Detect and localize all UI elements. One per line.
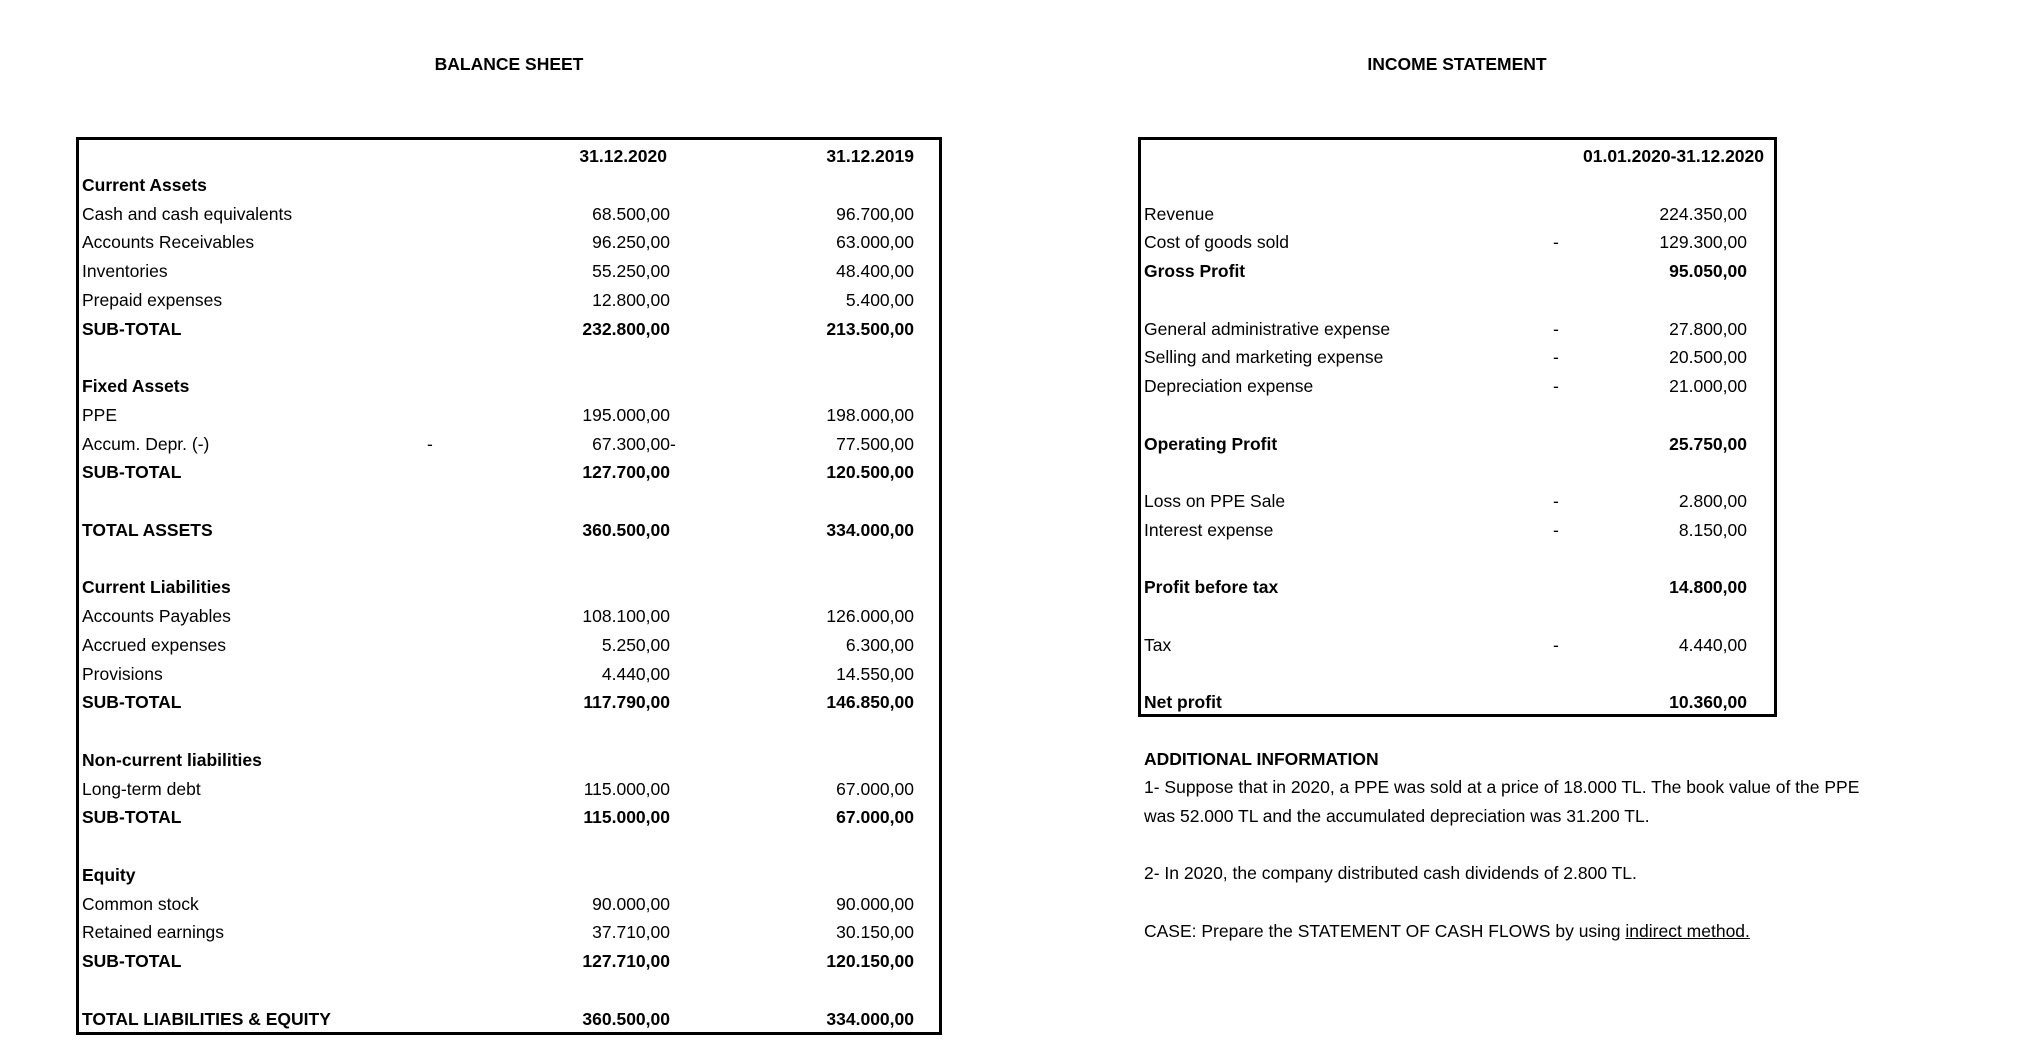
row-label: SUB-TOTAL bbox=[82, 462, 182, 483]
value-2020: 5.250,00 bbox=[601, 634, 670, 655]
additional-info-item-1-line-1: 1- Suppose that in 2020, a PPE was sold at a price of 18.000 TL. The book value of the PPE bbox=[1144, 777, 1860, 797]
row-label: Operating Profit bbox=[1144, 433, 1278, 454]
row-label: Gross Profit bbox=[1144, 261, 1246, 281]
balance-sheet-row bbox=[79, 602, 939, 630]
income-statement-row bbox=[1141, 516, 1774, 544]
minus-sign: - bbox=[1553, 232, 1559, 253]
balance-sheet-header bbox=[79, 142, 939, 170]
value-2020: 96.250,00 bbox=[592, 232, 670, 253]
balance-sheet-row bbox=[79, 228, 939, 256]
row-label: Interest expense bbox=[1144, 519, 1274, 540]
row-label: SUB-TOTAL bbox=[82, 807, 182, 828]
row-label: Prepaid expenses bbox=[82, 289, 223, 310]
column-header-period: 01.01.2020-31.12.2020 bbox=[1583, 146, 1764, 166]
balance-sheet-row bbox=[79, 401, 939, 429]
row-value: 95.050,00 bbox=[1669, 261, 1747, 281]
row-label: TOTAL ASSETS bbox=[82, 519, 213, 540]
value-2020: 90.000,00 bbox=[592, 893, 670, 914]
income-statement-row bbox=[1141, 573, 1774, 601]
income-statement-row bbox=[1141, 631, 1774, 659]
row-label: Non-current liabilities bbox=[82, 749, 262, 770]
row-value: 2.800,00 bbox=[1678, 491, 1747, 511]
row-label: Long-term debt bbox=[82, 778, 201, 799]
income-statement-title: INCOME STATEMENT bbox=[1367, 54, 1547, 74]
balance-sheet-row bbox=[79, 286, 939, 314]
row-label: Accounts Receivables bbox=[82, 232, 255, 253]
balance-sheet-row bbox=[79, 430, 939, 458]
case-text: CASE: Prepare the STATEMENT OF CASH FLOWS by using bbox=[1144, 921, 1626, 941]
value-2020: 115.000,00 bbox=[583, 807, 670, 828]
value-2019: 5.400,00 bbox=[845, 289, 914, 310]
income-statement-row bbox=[1141, 228, 1774, 256]
income-statement-row bbox=[1141, 487, 1774, 515]
row-value: 27.800,00 bbox=[1669, 318, 1747, 339]
row-label: General administrative expense bbox=[1144, 318, 1391, 339]
balance-sheet-row bbox=[79, 861, 939, 889]
value-2020: 108.100,00 bbox=[582, 606, 670, 626]
value-2020: 4.440,00 bbox=[601, 663, 670, 684]
value-2020: 360.500,00 bbox=[582, 519, 670, 540]
income-statement-header bbox=[1141, 142, 1774, 170]
value-2019: 48.400,00 bbox=[836, 261, 914, 281]
balance-sheet-title: BALANCE SHEET bbox=[434, 54, 584, 74]
row-label: Cash and cash equivalents bbox=[82, 203, 293, 224]
value-2019: 6.300,00 bbox=[845, 634, 914, 655]
row-label: Profit before tax bbox=[1144, 577, 1279, 598]
row-value: 8.150,00 bbox=[1678, 519, 1747, 540]
minus-sign-2019: - bbox=[670, 433, 676, 454]
row-value: 21.000,00 bbox=[1669, 376, 1747, 396]
value-2020: 55.250,00 bbox=[592, 261, 670, 281]
income-statement-row bbox=[1141, 430, 1774, 458]
value-2020: 195.000,00 bbox=[582, 404, 670, 425]
income-statement-table bbox=[1138, 137, 1777, 717]
row-value: 10.360,00 bbox=[1669, 692, 1747, 713]
column-header-2020: 31.12.2020 bbox=[579, 146, 667, 166]
balance-sheet-row bbox=[79, 775, 939, 803]
value-2019: 77.500,00 bbox=[836, 433, 914, 454]
additional-info-heading: ADDITIONAL INFORMATION bbox=[1144, 749, 1379, 769]
row-label: Tax bbox=[1144, 634, 1172, 655]
row-label: Depreciation expense bbox=[1144, 376, 1314, 396]
balance-sheet-row bbox=[79, 918, 939, 946]
row-label: Net profit bbox=[1144, 692, 1222, 713]
additional-info-item-2: 2- In 2020, the company distributed cash dividends of 2.800 TL. bbox=[1144, 863, 1637, 883]
value-2019: 30.150,00 bbox=[836, 922, 914, 943]
row-value: 224.350,00 bbox=[1659, 203, 1747, 224]
income-statement-row bbox=[1141, 688, 1774, 716]
minus-sign-2020: - bbox=[427, 433, 433, 454]
minus-sign: - bbox=[1553, 376, 1559, 396]
balance-sheet-row bbox=[79, 803, 939, 831]
row-value: 25.750,00 bbox=[1669, 433, 1747, 454]
value-2019: 213.500,00 bbox=[826, 318, 914, 339]
balance-sheet-row bbox=[79, 688, 939, 716]
minus-sign: - bbox=[1553, 347, 1559, 368]
income-statement-row bbox=[1141, 257, 1774, 285]
value-2019: 63.000,00 bbox=[836, 232, 914, 253]
row-label: Provisions bbox=[82, 663, 163, 684]
value-2020: 117.790,00 bbox=[583, 692, 670, 713]
column-header-2019: 31.12.2019 bbox=[826, 146, 914, 166]
balance-sheet-row bbox=[79, 257, 939, 285]
row-label: Revenue bbox=[1144, 203, 1215, 224]
value-2019: 67.000,00 bbox=[836, 778, 914, 799]
balance-sheet-row bbox=[79, 171, 939, 199]
row-label: Current Liabilities bbox=[82, 577, 231, 598]
minus-sign: - bbox=[1553, 318, 1559, 339]
row-value: 4.440,00 bbox=[1678, 634, 1747, 655]
value-2019: 126.000,00 bbox=[826, 606, 914, 626]
income-statement-row bbox=[1141, 372, 1774, 400]
row-label: Accrued expenses bbox=[82, 634, 226, 655]
row-label: Equity bbox=[82, 864, 136, 885]
value-2020: 12.800,00 bbox=[592, 289, 670, 310]
value-2019: 96.700,00 bbox=[836, 203, 914, 224]
row-value: 20.500,00 bbox=[1669, 347, 1747, 368]
balance-sheet-row bbox=[79, 1005, 939, 1033]
row-label: SUB-TOTAL bbox=[82, 692, 182, 713]
balance-sheet-row bbox=[79, 890, 939, 918]
value-2020: 68.500,00 bbox=[592, 203, 670, 224]
value-2019: 120.150,00 bbox=[826, 951, 914, 971]
row-label: Cost of goods sold bbox=[1144, 232, 1289, 253]
indirect-method-link: indirect method. bbox=[1625, 921, 1750, 941]
row-value: 129.300,00 bbox=[1659, 232, 1747, 253]
row-label: Accum. Depr. (-) bbox=[82, 433, 210, 454]
value-2019: 14.550,00 bbox=[836, 663, 914, 684]
row-label: SUB-TOTAL bbox=[82, 951, 182, 971]
row-label: Loss on PPE Sale bbox=[1144, 491, 1286, 511]
minus-sign: - bbox=[1553, 519, 1559, 540]
value-2020: 115.000,00 bbox=[583, 778, 670, 799]
row-value: 14.800,00 bbox=[1669, 577, 1747, 598]
balance-sheet-row bbox=[79, 372, 939, 400]
balance-sheet-table bbox=[76, 137, 942, 1035]
income-statement-row bbox=[1141, 315, 1774, 343]
row-label: Selling and marketing expense bbox=[1144, 347, 1384, 368]
value-2019: 90.000,00 bbox=[836, 893, 914, 914]
minus-sign: - bbox=[1553, 491, 1559, 511]
value-2019: 334.000,00 bbox=[826, 519, 914, 540]
balance-sheet-row bbox=[79, 315, 939, 343]
value-2019: 146.850,00 bbox=[826, 692, 914, 713]
minus-sign: - bbox=[1553, 634, 1559, 655]
value-2020: 127.700,00 bbox=[582, 462, 670, 483]
row-label: Retained earnings bbox=[82, 922, 225, 943]
value-2020: 127.710,00 bbox=[582, 951, 670, 971]
value-2019: 198.000,00 bbox=[826, 404, 914, 425]
value-2020: 360.500,00 bbox=[582, 1008, 670, 1029]
additional-info-item-1-line-2: was 52.000 TL and the accumulated depreciation was 31.200 TL. bbox=[1144, 806, 1650, 826]
balance-sheet-row bbox=[79, 573, 939, 601]
income-statement-row bbox=[1141, 343, 1774, 371]
value-2019: 334.000,00 bbox=[826, 1008, 914, 1029]
row-label: SUB-TOTAL bbox=[82, 318, 182, 339]
row-label: TOTAL LIABILITIES & EQUITY bbox=[82, 1008, 331, 1029]
balance-sheet-row bbox=[79, 660, 939, 688]
balance-sheet-row bbox=[79, 947, 939, 975]
income-statement-row bbox=[1141, 200, 1774, 228]
balance-sheet-row bbox=[79, 746, 939, 774]
row-label: Inventories bbox=[82, 261, 168, 281]
row-label: Accounts Payables bbox=[82, 606, 231, 626]
balance-sheet-row bbox=[79, 631, 939, 659]
value-2020: 37.710,00 bbox=[592, 922, 670, 943]
row-label: PPE bbox=[82, 404, 118, 425]
value-2020: 67.300,00 bbox=[592, 433, 670, 454]
balance-sheet-row bbox=[79, 200, 939, 228]
value-2019: 120.500,00 bbox=[826, 462, 914, 483]
row-label: Common stock bbox=[82, 893, 199, 914]
balance-sheet-row bbox=[79, 458, 939, 486]
balance-sheet-row bbox=[79, 516, 939, 544]
value-2019: 67.000,00 bbox=[836, 807, 914, 828]
row-label: Current Assets bbox=[82, 174, 207, 195]
row-label: Fixed Assets bbox=[82, 376, 190, 396]
case-instruction bbox=[1144, 917, 1750, 945]
value-2020: 232.800,00 bbox=[582, 318, 670, 339]
